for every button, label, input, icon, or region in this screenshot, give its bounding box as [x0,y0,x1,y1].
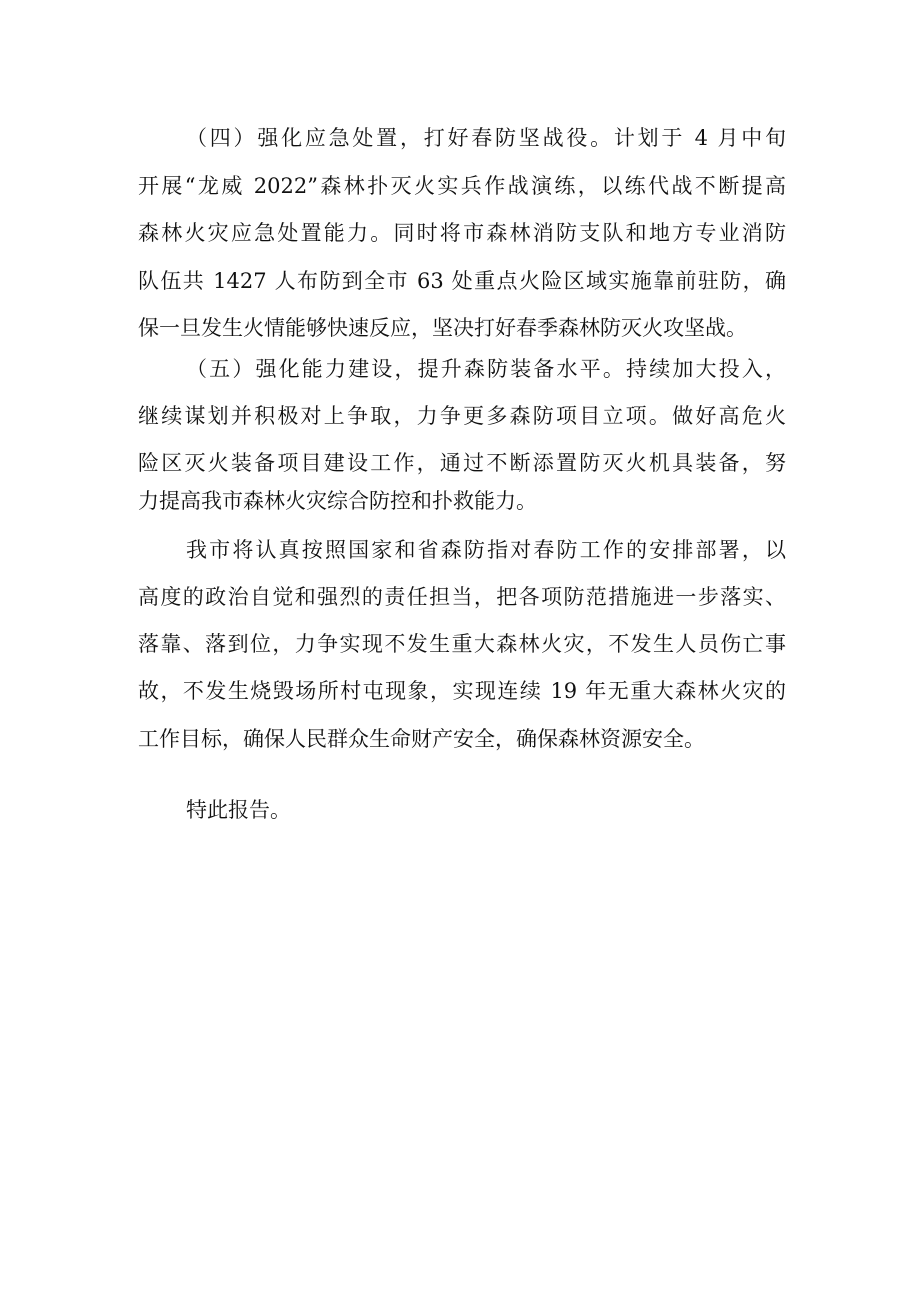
paragraph-line: 工作目标，确保人民群众生命财产安全，确保森林资源安全。 [138,727,705,751]
paragraph-line: 力提高我市森林火灾综合防控和扑救能力。 [138,489,537,513]
paragraph-line: 故，不发生烧毁场所村屯现象，实现连续 19 年无重大森林火灾的 [138,679,786,703]
paragraph-line: 险区灭火装备项目建设工作，通过不断添置防灭火机具装备，努 [138,451,786,475]
paragraph-line: （五）强化能力建设，提升森防装备水平。持续加大投入， [186,357,786,381]
paragraph-line: 我市将认真按照国家和省森防指对春防工作的安排部署，以 [186,538,786,562]
paragraph-line: 落靠、落到位，力争实现不发生重大森林火灾，不发生人员伤亡事 [138,632,786,656]
closing-statement: 特此报告。 [186,798,291,822]
paragraph-line: 继续谋划并积极对上争取，力争更多森防项目立项。做好高危火 [138,404,786,428]
paragraph-line: （四）强化应急处置，打好春防坚战役。计划于 4 月中旬 [186,126,786,150]
paragraph-line: 高度的政治自觉和强烈的责任担当，把各项防范措施进一步落实、 [138,585,786,609]
paragraph-line: 开展“龙威 2022”森林扑灭火实兵作战演练，以练代战不断提高 [138,174,786,198]
paragraph-line: 队伍共 1427 人布防到全市 63 处重点火险区域实施靠前驻防，确 [138,269,786,293]
paragraph-line: 保一旦发生火情能够快速反应，坚决打好春季森林防灭火攻坚战。 [138,316,747,340]
paragraph-line: 森林火灾应急处置能力。同时将市森林消防支队和地方专业消防 [138,221,786,245]
